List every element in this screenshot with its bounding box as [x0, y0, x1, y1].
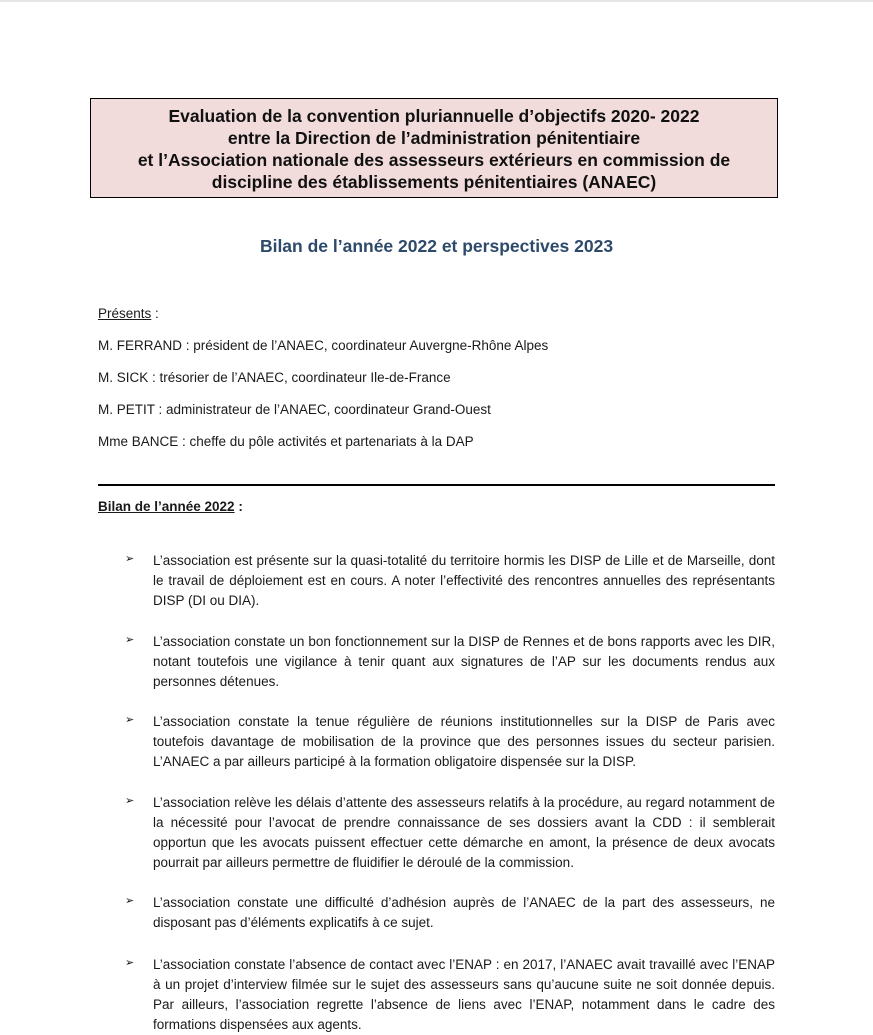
attendee-bance: Mme BANCE : cheffe du pôle activités et partenariats à la DAP [98, 434, 474, 449]
document-subtitle: Bilan de l’année 2022 et perspectives 2023 [259, 236, 614, 256]
attendee-sick: M. SICK : trésorier de l’ANAEC, coordinateur Ile-de-France [98, 370, 451, 385]
bullet-text: L’association constate un bon fonctionnement sur la DISP de Rennes et de bons rapports avec les DIR, notant toutefois une vigilance à tenir quant aux signatures de l’AP sur les documents rendus aux personnes détenues. [153, 634, 775, 689]
title-line-1: Evaluation de la convention pluriannuelle d’objectifs 2020- 2022 [168, 106, 700, 126]
attendee-petit: M. PETIT : administrateur de l’ANAEC, coordinateur Grand-Ouest [98, 402, 491, 417]
bullet-text: L’association relève les délais d’attente des assesseurs relatifs à la procédure, au regard notamment de la nécessité pour l’avocat de prendre connaissance de ses dossiers avant la CDD : il semblerait opportun que les avocats puissent effectuer cette démarche en amont, la présence de deux avocats pourrait par ailleurs permettre de fluidifier le déroulé de la commission. [153, 795, 775, 870]
attendee-ferrand: M. FERRAND : président de l’ANAEC, coordinateur Auvergne-Rhône Alpes [98, 338, 549, 353]
presents-suffix: : [151, 306, 159, 321]
section-heading-label: Bilan de l’année 2022 [98, 499, 235, 514]
section-divider [98, 484, 775, 486]
bullet-text: L’association constate la tenue régulière de réunions institutionnelles sur la DISP de Paris avec toutefois davantage de mobilisation de la province que des personnes issues du secteur parisien. L’ANAEC a par ailleurs participé à la formation obligatoire dispensée sur la DISP. [153, 714, 775, 769]
bullet-text: L’association constate l’absence de contact avec l’ENAP : en 2017, l’ANAEC avait travaillé avec l’ENAP à un projet d’interview filmée sur le sujet des assesseurs sans qu’aucune suite ne soit donnée depuis. Par ailleurs, l’association regrette l’absence de liens avec l’ENAP, notamment dans le cadre des formations dispensées aux agents. [153, 957, 775, 1032]
presents-heading [98, 306, 159, 321]
section-heading [98, 499, 243, 514]
arrow-bullet-icon: ➢ [125, 714, 135, 726]
page-top-border [0, 0, 873, 2]
bullet-text: L’association constate une difficulté d’adhésion auprès de l’ANAEC de la part des assesseurs, ne disposant pas d’éléments explicatifs à ce sujet. [153, 895, 775, 930]
arrow-bullet-icon: ➢ [125, 957, 135, 969]
title-line-3: et l’Association nationale des assesseurs extérieurs en commission de [137, 150, 731, 170]
document-title-box [90, 98, 778, 198]
arrow-bullet-icon: ➢ [125, 553, 135, 565]
title-line-4: discipline des établissements pénitentiaires (ANAEC) [211, 172, 657, 192]
arrow-bullet-icon: ➢ [125, 634, 135, 646]
title-line-2: entre la Direction de l’administration pénitentiaire [227, 128, 641, 148]
bullet-text: L’association est présente sur la quasi-totalité du territoire hormis les DISP de Lille et de Marseille, dont le travail de déploiement est en cours. A noter l’effectivité des rencontres annuelles des représentants DISP (DI ou DIA). [153, 553, 775, 608]
section-heading-suffix: : [234, 499, 243, 514]
arrow-bullet-icon: ➢ [125, 895, 135, 907]
arrow-bullet-icon: ➢ [125, 795, 135, 807]
presents-label: Présents [98, 306, 152, 321]
